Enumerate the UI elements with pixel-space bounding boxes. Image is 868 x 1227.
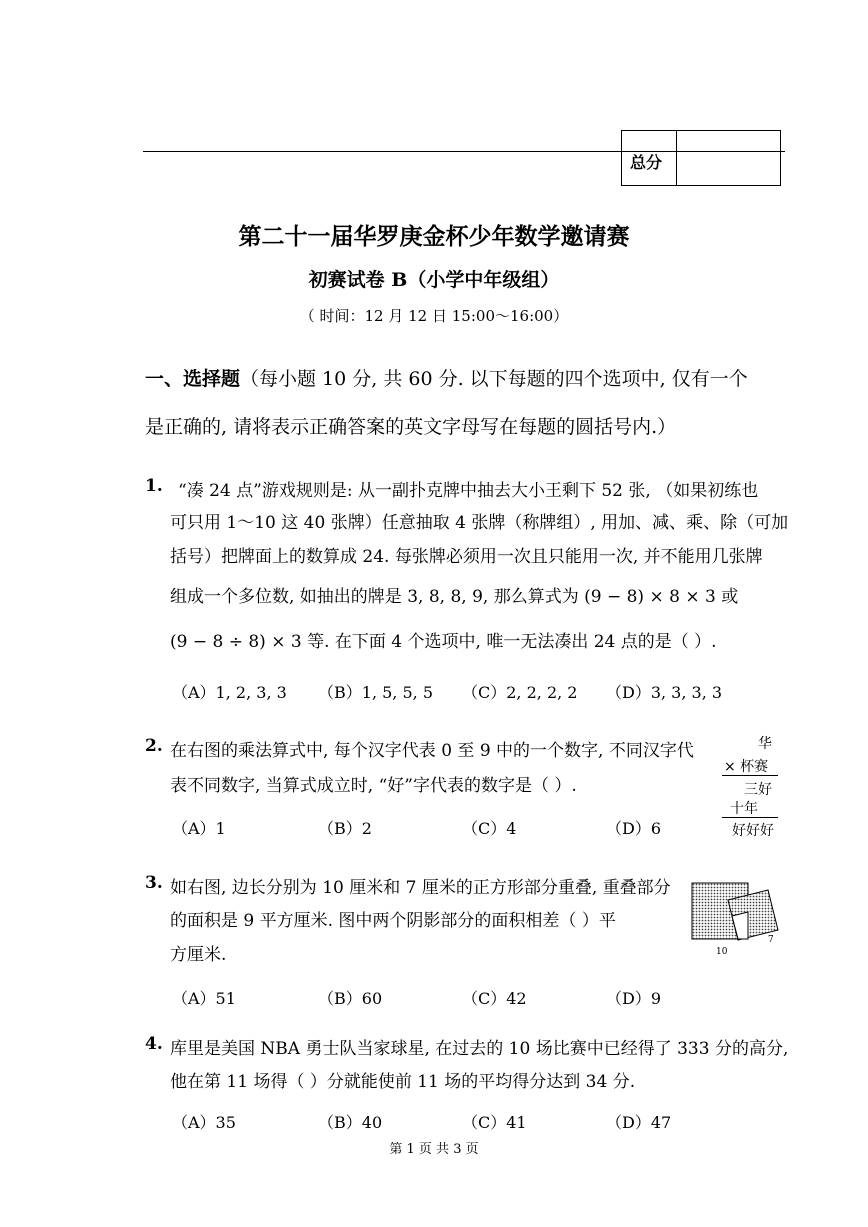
q2-option-c: （C）4 [462, 819, 517, 838]
exam-subtitle: 初赛试卷 B（小学中年级组） [308, 269, 560, 291]
mult-row-4: 十年 [730, 801, 758, 817]
q3-option-c: （C）42 [462, 989, 527, 1008]
q2-line: 在右图的乘法算式中, 每个汉字代表 0 至 9 中的一个数字, 不同汉字代 [170, 741, 694, 761]
q3-line: 如右图, 边长分别为 10 厘米和 7 厘米的正方形部分重叠, 重叠部分 [170, 878, 671, 898]
q4-option-b: （B）40 [318, 1113, 383, 1132]
q1-option-c: （C）2, 2, 2, 2 [462, 683, 578, 702]
q3-line: 方厘米. [170, 945, 227, 965]
score-label: 总分 [630, 153, 663, 172]
section-desc-1: （每小题 10 分, 共 60 分. 以下每题的四个选项中, 仅有一个 [240, 368, 748, 390]
q2-line: 表不同数字, 当算式成立时, “好”字代表的数字是（ ）. [170, 776, 577, 796]
q1-line: (9 − 8 ÷ 8) × 3 等. 在下面 4 个选项中, 唯一无法凑出 24 点的是（ ）. [170, 632, 717, 652]
exam-time: （ 时间：12 月 12 日 15:00～16:00） [299, 307, 569, 325]
mult-row-2: × 杯赛 [724, 759, 769, 775]
mult-row-5: 好好好 [732, 823, 774, 839]
page-footer: 第 1 页 共 3 页 [389, 1142, 479, 1157]
q1-option-d: （D）3, 3, 3, 3 [606, 683, 723, 702]
label-big-square: 10 [716, 947, 728, 957]
q3-option-d: （D）9 [606, 989, 662, 1008]
q2-number: 2. [145, 736, 163, 756]
q1-line: 括号）把牌面上的数算成 24. 每张牌必须用一次且只能用一次, 并不能用几张牌 [170, 547, 763, 567]
mult-row-3: 三好 [744, 782, 772, 798]
q1-line: “凑 24 点”游戏规则是: 从一副扑克牌中抽去大小王剩下 52 张, （如果初练也 [178, 481, 759, 501]
q1-number: 1. [145, 476, 163, 496]
section-heading-row [145, 364, 748, 391]
q3-option-b: （B）60 [318, 989, 383, 1008]
q4-option-c: （C）41 [462, 1113, 527, 1132]
q1-line: 组成一个多位数, 如抽出的牌是 3, 8, 8, 9, 那么算式为 (9 − 8) × 8 × 3 或 [170, 587, 739, 607]
exam-title: 第二十一届华罗庚金杯少年数学邀请赛 [238, 223, 630, 250]
q4-option-d: （D）47 [606, 1113, 672, 1132]
q4-line: 库里是美国 NBA 勇士队当家球星, 在过去的 10 场比赛中已经得了 333 分的高分, [170, 1039, 789, 1059]
label-small-square: 7 [768, 935, 774, 945]
section-desc-2: 是正确的, 请将表示正确答案的英文字母写在每题的圆括号内.） [145, 416, 677, 438]
q3-option-a: （A）51 [172, 989, 236, 1008]
q2-option-d: （D）6 [606, 819, 662, 838]
q1-option-a: （A）1, 2, 3, 3 [172, 683, 287, 702]
q1-line: 可只用 1～10 这 40 张牌）任意抽取 4 张牌（称牌组）, 用加、减、乘、除（可加 [170, 513, 789, 533]
q4-line: 他在第 11 场得（ ）分就能使前 11 场的平均得分达到 34 分. [170, 1072, 636, 1092]
q2-option-b: （B）2 [318, 819, 372, 838]
q3-line: 的面积是 9 平方厘米. 图中两个阴影部分的面积相差（ ）平 [170, 911, 616, 931]
q4-option-a: （A）35 [172, 1113, 236, 1132]
q3-squares-figure [686, 880, 786, 960]
mult-rule-2 [722, 817, 778, 818]
mult-rule-1 [722, 775, 778, 776]
q2-option-a: （A）1 [172, 819, 226, 838]
q1-option-b: （B）1, 5, 5, 5 [318, 683, 433, 702]
q3-number: 3. [145, 873, 163, 893]
q4-number: 4. [145, 1034, 163, 1054]
section-heading: 一、选择题 [145, 368, 241, 390]
mult-row-1: 华 [758, 736, 772, 752]
